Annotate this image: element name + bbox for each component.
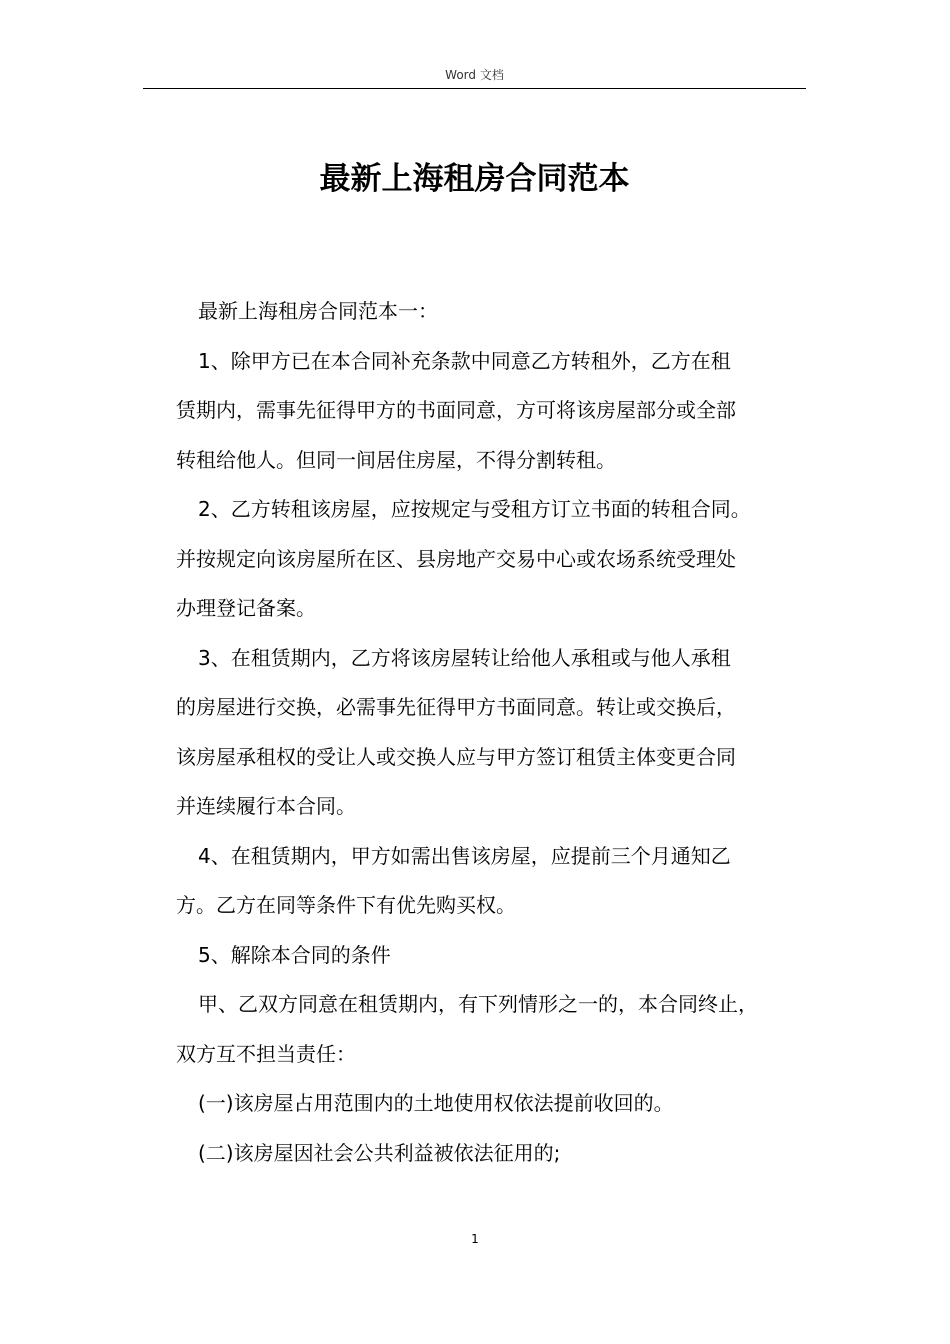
text-line: 3、在租赁期内，乙方将该房屋转让给他人承租或与他人承租 — [198, 645, 731, 670]
page-number: 1 — [471, 1232, 479, 1246]
document-title: 最新上海租房合同范本 — [319, 161, 630, 197]
paragraph-clause-5 — [176, 931, 810, 981]
text-line: 赁期内，需事先征得甲方的书面同意，方可将该房屋部分或全部 — [176, 398, 736, 422]
text-line: 4、在租赁期内，甲方如需出售该房屋，应提前三个月通知乙 — [198, 843, 731, 868]
text-line: 该房屋承租权的受让人或交换人应与甲方签订租赁主体变更合同 — [176, 744, 736, 769]
paragraph-termination — [176, 980, 810, 1079]
text-line: 办理登记备案。 — [176, 596, 316, 620]
text-line: 转租给他人。但同一间居住房屋，不得分割转租。 — [176, 447, 616, 472]
document-body — [176, 287, 810, 1178]
text-line: 方。乙方在同等条件下有优先购买权。 — [176, 893, 516, 917]
text-line: 1、除甲方已在本合同补充条款中同意乙方转租外，乙方在租 — [198, 348, 731, 373]
page-header: Word 文档 — [445, 68, 504, 82]
paragraph-intro — [176, 287, 810, 337]
text-line: (二)该房屋因社会公共利益被依法征用的; — [198, 1140, 561, 1165]
paragraph-clause-1 — [176, 337, 810, 486]
text-line: 并连续履行本合同。 — [176, 794, 356, 818]
text-line: 双方互不担当责任： — [176, 1041, 356, 1066]
paragraph-clause-2 — [176, 485, 810, 634]
text-line: 最新上海租房合同范本一： — [198, 299, 438, 323]
paragraph-clause-4 — [176, 832, 810, 931]
text-line: 并按规定向该房屋所在区、县房地产交易中心或农场系统受理处 — [176, 546, 736, 571]
paragraph-item-1 — [176, 1079, 810, 1129]
text-line: 5、解除本合同的条件 — [198, 942, 391, 967]
text-line: (一)该房屋占用范围内的土地使用权依法提前收回的。 — [198, 1091, 674, 1115]
text-line: 甲、乙双方同意在租赁期内，有下列情形之一的，本合同终止， — [198, 992, 758, 1016]
paragraph-item-2 — [176, 1129, 810, 1179]
header-rule — [143, 88, 806, 89]
text-line: 2、乙方转租该房屋，应按规定与受租方订立书面的转租合同。 — [198, 497, 751, 521]
paragraph-clause-3 — [176, 634, 810, 832]
text-line: 的房屋进行交换，必需事先征得甲方书面同意。转让或交换后， — [176, 695, 736, 719]
